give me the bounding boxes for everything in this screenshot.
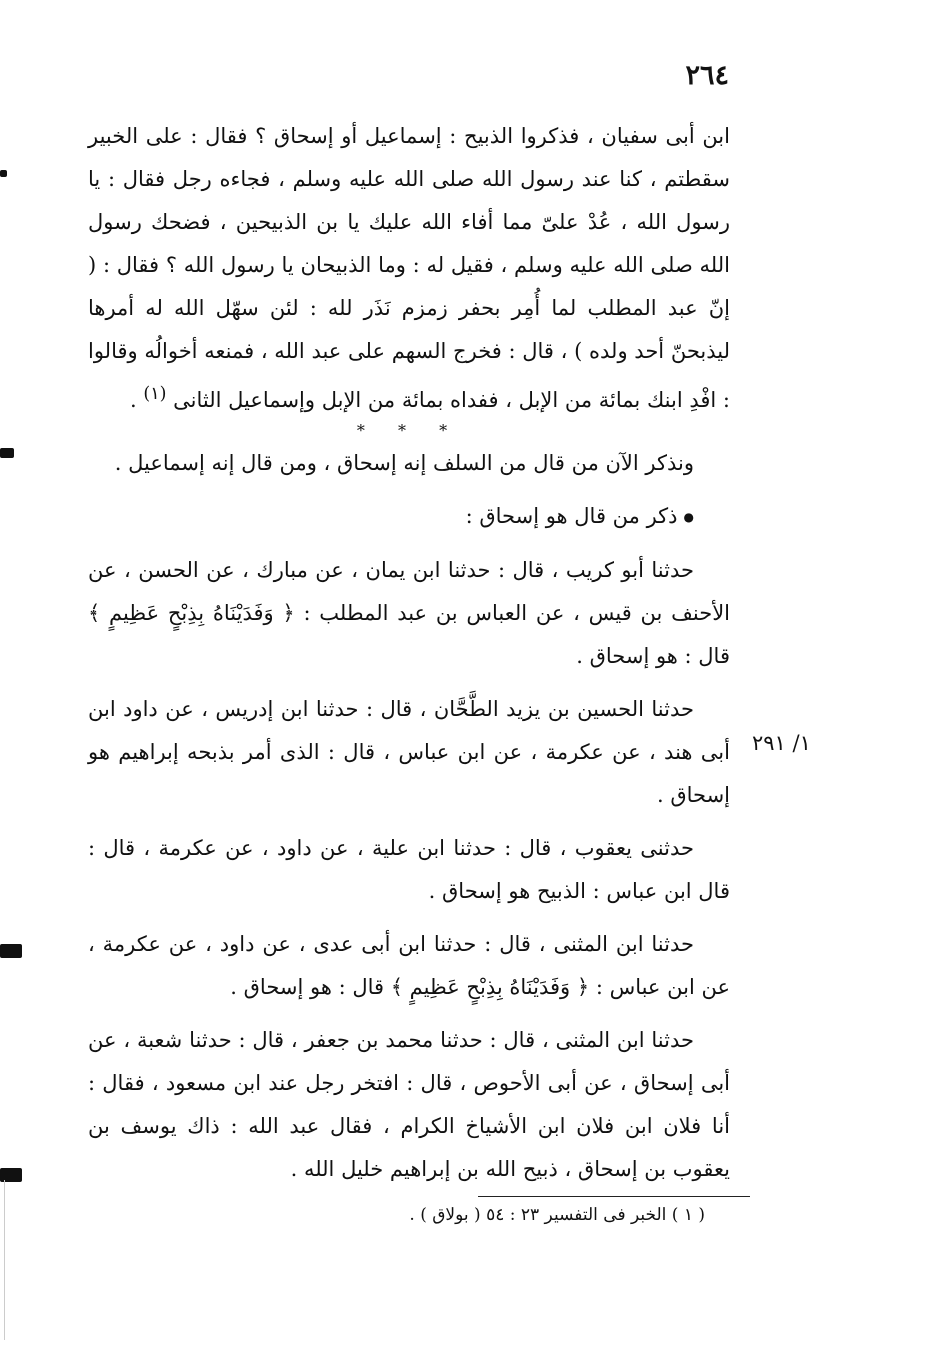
margin-reference: ١/ ٢٩١: [752, 731, 811, 755]
footnote: ( ١ ) الخبر فى التفسير ٢٣ : ٥٤ ( بولاق ) .: [409, 1205, 705, 1225]
scan-edge-mark: [0, 170, 7, 177]
section-heading: [88, 495, 730, 539]
footnote-reference: (١): [143, 384, 167, 404]
main-text: [88, 115, 730, 1191]
paragraph-1-end: .: [130, 388, 144, 412]
footnote-divider: [478, 1196, 750, 1197]
scan-edge-mark: [0, 448, 14, 458]
paragraph-1-text: ابن أبى سفيان ، فذكروا الذبيح : إسماعيل أو إسحاق ؟ فقال : على الخبير سقطتم ، كنا عند رسول الله صلى الله عليه وسلم ، فجاءه رجل فقال : يا رسول الله ، عُدْ علىّ مما أفاء الله عليك يا بن الذبيحين ، فضحك رسول الله صلى الله عليه وسلم ، فقيل له : وما الذبيحان يا رسول الله ؟ فقال : ( إنّ عبد المطلب لما أُمِر بحفر زمزم نَذَر لله : لئن سهّل الله له أمرها ليذبحنّ أحد ولده ) ، قال : فخرج السهم على عبد الله ، فمنعه أخوالُه وقالوا : افْدِ ابنك بمائة من الإبل ، ففداه بمائة من الإبل وإسماعيل الثانى: [88, 124, 730, 412]
paragraph-3: حدثنا أبو كريب ، قال : حدثنا ابن يمان ، عن مبارك ، عن الحسن ، عن الأحنف بن قيس ، عن العباس بن عبد المطلب : ﴿ وَفَدَيْنَاهُ بِذِبْحٍ عَظِيمٍ ﴾ قال : هو إسحاق .: [88, 558, 730, 668]
scan-edge-line: [4, 1180, 5, 1340]
bullet-icon: ●: [683, 510, 694, 524]
paragraph-1: [88, 115, 730, 422]
paragraph-2: ونذكر الآن من قال من السلف إنه إسحاق ، ومن قال إنه إسماعيل .: [114, 451, 694, 475]
page-number: ٢٦٤: [685, 60, 729, 91]
paragraph-4: حدثنا الحسين بن يزيد الطَّحَّان ، قال : حدثنا ابن إدريس ، عن داود ابن أبى هند ، عن عكرمة ، عن ابن عباس ، قال : الذى أمر بذبحه إبراهيم هو إسحاق .: [88, 697, 730, 807]
paragraph-7: حدثنا ابن المثنى ، قال : حدثنا محمد بن جعفر ، قال : حدثنا شعبة ، عن أبى إسحاق ، عن أبى الأحوص ، قال : افتخر رجل عند ابن مسعود ، فقال : أنا فلان ابن فلان ابن الأشياخ الكرام ، فقال عبد الله : ذاك يوسف بن يعقوب بن إسحاق ، ذبيح الله بن إبراهيم خليل الله .: [88, 1028, 730, 1181]
section-heading-text: ذكر من قال هو إسحاق :: [465, 504, 678, 528]
paragraph-6: حدثنا ابن المثنى ، قال : حدثنا ابن أبى عدى ، عن داود ، عن عكرمة ، عن ابن عباس : ﴿ وَفَدَيْنَاهُ بِذِبْحٍ عَظِيمٍ ﴾ قال : هو إسحاق .: [88, 932, 730, 999]
paragraph-5: حدثنى يعقوب ، قال : حدثنا ابن علية ، عن داود ، عن عكرمة ، قال : قال ابن عباس : الذبيح هو إسحاق .: [88, 836, 730, 903]
section-separator: * * *: [356, 421, 462, 440]
scan-edge-mark: [0, 944, 22, 958]
